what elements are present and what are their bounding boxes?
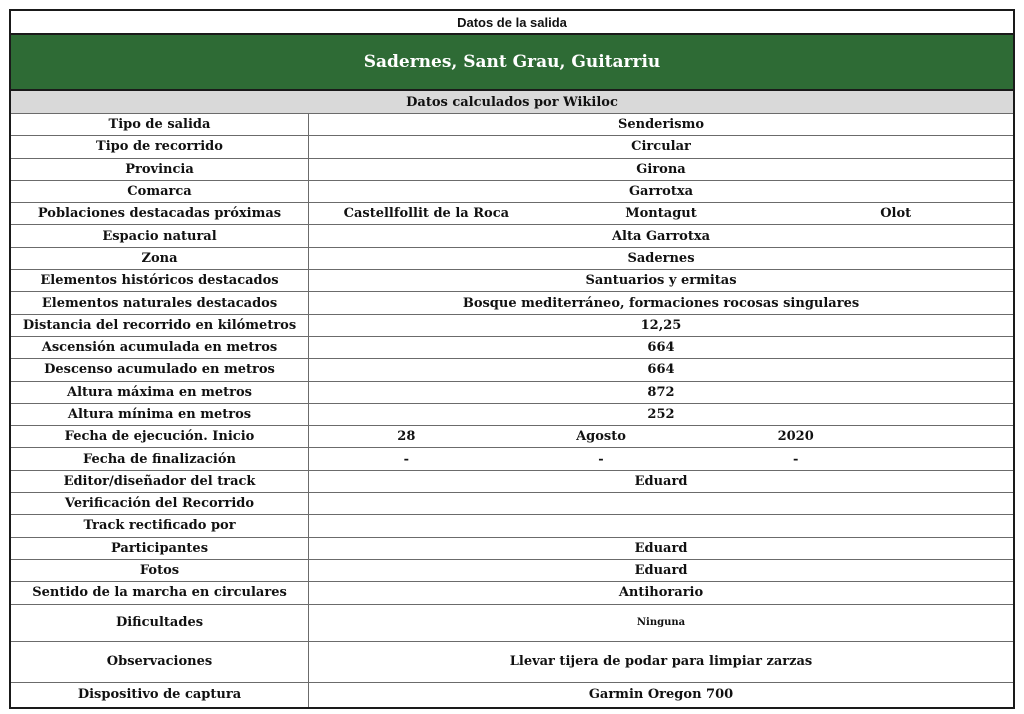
table-row <box>11 114 1013 136</box>
row-subvalue: Montagut <box>625 206 697 222</box>
row-label: Ascensión acumulada en metros <box>11 337 309 358</box>
row-label: Provincia <box>11 159 309 180</box>
row-subvalue: - <box>792 451 799 467</box>
table-row <box>11 605 1013 642</box>
row-value: Ninguna <box>636 617 686 629</box>
row-label: Poblaciones destacadas próximas <box>11 203 309 224</box>
route-name-row <box>11 35 1013 91</box>
table-row <box>11 382 1013 404</box>
row-label: Espacio natural <box>11 225 309 246</box>
route-data-sheet <box>9 9 1015 709</box>
table-row <box>11 426 1013 448</box>
row-label: Observaciones <box>11 642 309 682</box>
row-subvalue: Castellfollit de la Roca <box>343 206 510 222</box>
row-label: Track rectificado por <box>11 515 309 536</box>
row-value: Llevar tijera de podar para limpiar zarzas <box>509 654 813 670</box>
table-row <box>11 315 1013 337</box>
row-value: Eduard <box>634 473 688 489</box>
table-row <box>11 448 1013 470</box>
table-row <box>11 159 1013 181</box>
row-value-group <box>309 448 1013 469</box>
row-subvalue: 2020 <box>777 429 814 445</box>
row-value <box>309 493 1013 514</box>
row-value: Garrotxa <box>628 184 694 200</box>
row-value: Garmin Oregon 700 <box>588 687 734 703</box>
row-value: 252 <box>647 407 675 422</box>
row-value: 12,25 <box>640 317 682 333</box>
row-label: Verificación del Recorrido <box>11 493 309 514</box>
table-row <box>11 337 1013 359</box>
row-label: Participantes <box>11 538 309 559</box>
row-value: Alta Garrotxa <box>611 228 711 244</box>
row-label: Dispositivo de captura <box>11 683 309 707</box>
row-value: Antihorario <box>618 585 704 601</box>
row-value-group <box>309 426 1013 447</box>
row-label: Distancia del recorrido en kilómetros <box>11 315 309 336</box>
row-label: Comarca <box>11 181 309 202</box>
table-row <box>11 292 1013 314</box>
row-subvalue: - <box>403 451 410 467</box>
row-label: Tipo de salida <box>11 114 309 135</box>
row-value: Bosque mediterráneo, formaciones rocosas singulares <box>462 295 860 311</box>
sheet-title: Datos de la salida <box>457 14 567 30</box>
row-label: Altura mínima en metros <box>11 404 309 425</box>
row-value: Girona <box>636 161 686 177</box>
row-label: Fecha de finalización <box>11 448 309 469</box>
row-label: Editor/diseñador del track <box>11 471 309 492</box>
table-row <box>11 683 1013 707</box>
table-row <box>11 515 1013 537</box>
row-value: Santuarios y ermitas <box>585 273 737 289</box>
row-value: Sadernes <box>627 250 695 266</box>
row-value: 872 <box>647 384 675 400</box>
row-value: Eduard <box>634 563 688 579</box>
row-label: Tipo de recorrido <box>11 136 309 157</box>
table-row <box>11 359 1013 381</box>
row-subvalue: Agosto <box>576 429 626 445</box>
row-value: Circular <box>631 139 691 155</box>
row-value <box>309 515 1013 536</box>
row-label: Elementos históricos destacados <box>11 270 309 291</box>
row-label: Fecha de ejecución. Inicio <box>11 426 309 447</box>
table-row <box>11 270 1013 292</box>
section-header: Datos calculados por Wikiloc <box>406 94 618 110</box>
row-label: Fotos <box>11 560 309 581</box>
table-row <box>11 560 1013 582</box>
table-row <box>11 181 1013 203</box>
route-name: Sadernes, Sant Grau, Guitarriu <box>363 52 661 72</box>
row-subvalue: - <box>598 451 604 467</box>
table-row <box>11 404 1013 426</box>
table-row <box>11 136 1013 158</box>
table-row <box>11 582 1013 604</box>
row-label: Dificultades <box>11 605 309 641</box>
row-label: Sentido de la marcha en circulares <box>11 582 309 603</box>
row-value-group <box>309 203 1013 224</box>
table-row <box>11 248 1013 270</box>
table-row <box>11 225 1013 247</box>
row-label: Elementos naturales destacados <box>11 292 309 313</box>
row-value: Senderismo <box>617 117 704 133</box>
table-row <box>11 538 1013 560</box>
row-value: 664 <box>647 362 675 378</box>
row-subvalue: 28 <box>397 429 416 445</box>
table-row <box>11 471 1013 493</box>
row-label: Zona <box>11 248 309 269</box>
table-row <box>11 642 1013 683</box>
row-label: Altura máxima en metros <box>11 382 309 403</box>
row-value: Eduard <box>634 540 688 556</box>
row-subvalue: Olot <box>880 206 912 222</box>
row-label: Descenso acumulado en metros <box>11 359 309 380</box>
table-row <box>11 203 1013 225</box>
sheet-title-row <box>11 11 1013 35</box>
row-value: 664 <box>647 340 675 356</box>
section-header-row <box>11 91 1013 114</box>
table-row <box>11 493 1013 515</box>
